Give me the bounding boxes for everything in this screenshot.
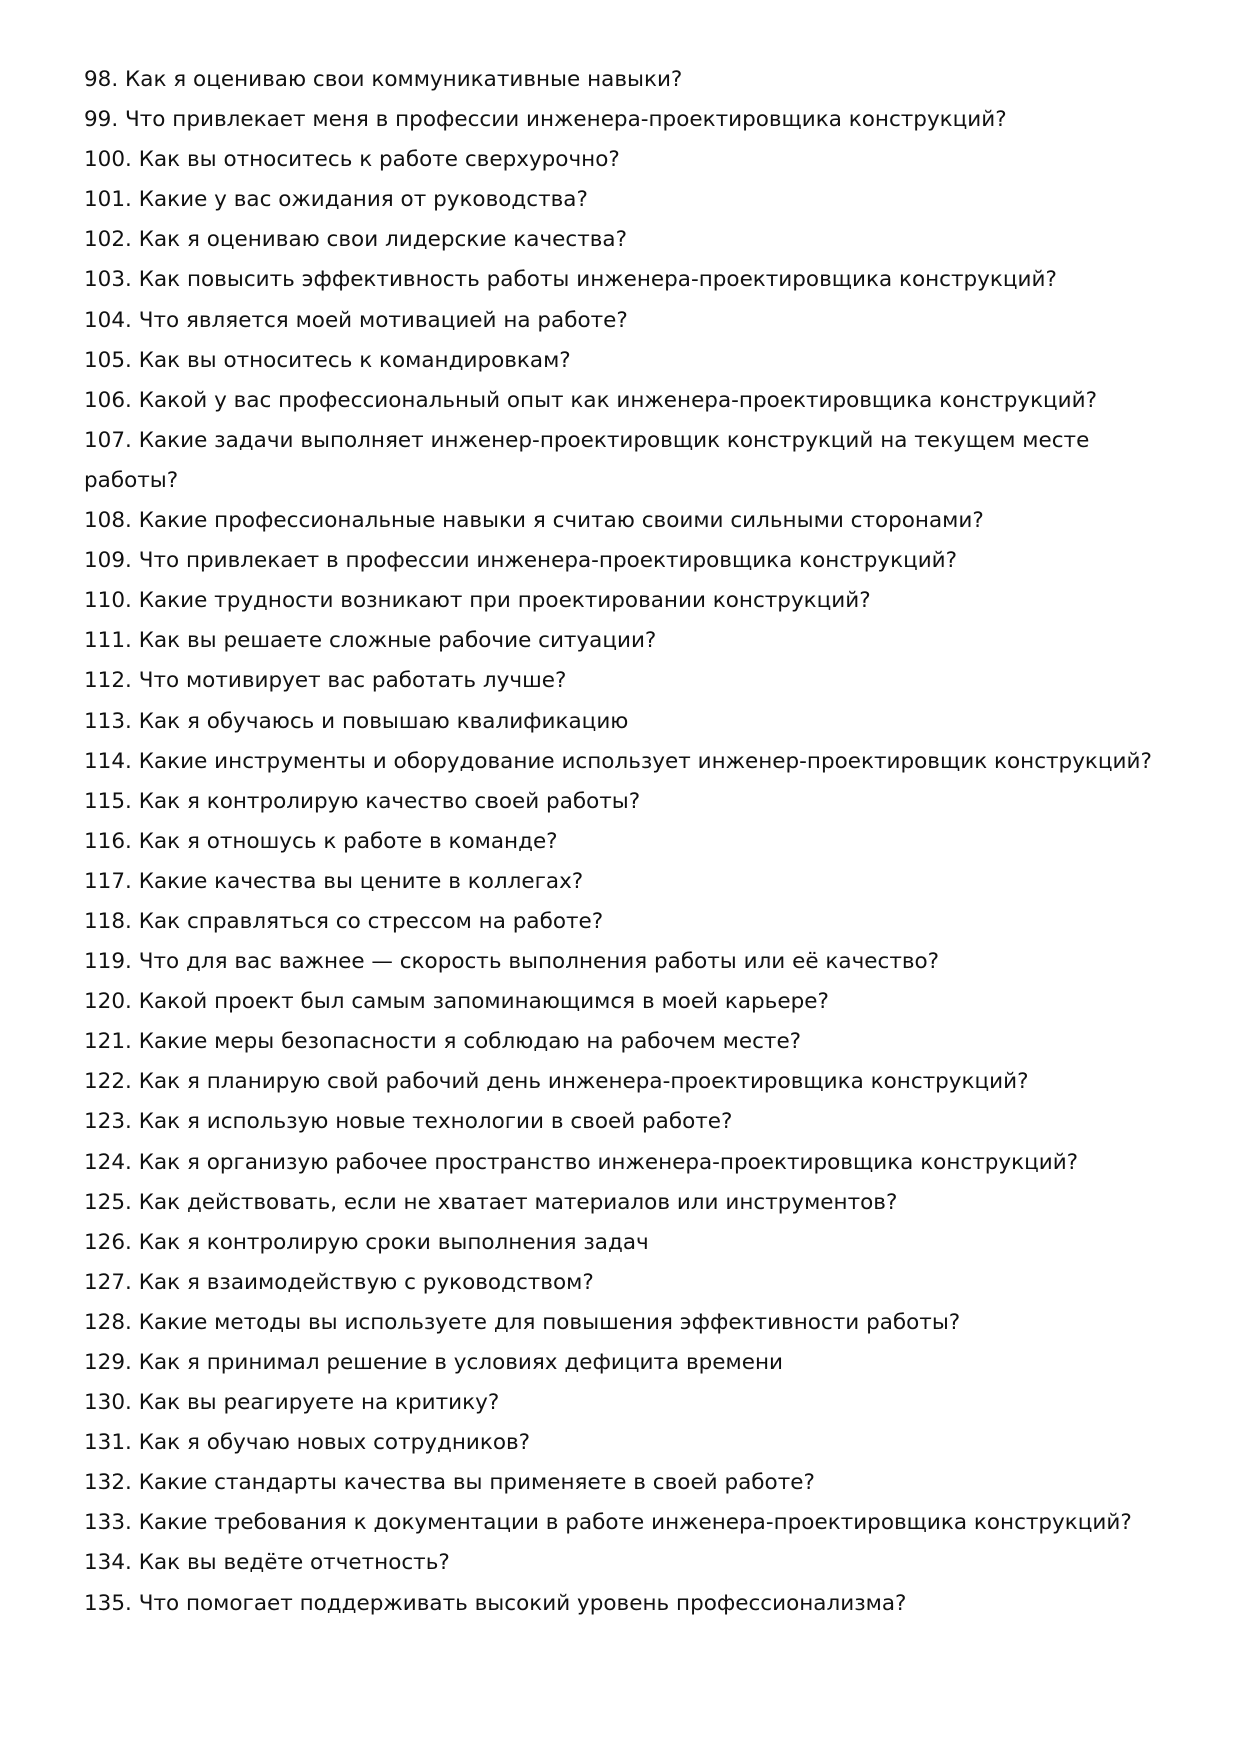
- question-item: 134. Как вы ведёте отчетность?: [84, 1550, 450, 1576]
- question-item: 119. Что для вас важнее — скорость выполнения работы или её качество?: [84, 949, 940, 975]
- question-item: 135. Что помогает поддерживать высокий уровень профессионализма?: [84, 1590, 907, 1616]
- question-item: 100. Как вы относитесь к работе сверхурочно?: [84, 147, 620, 173]
- question-list: [84, 60, 1174, 1624]
- question-item: 131. Как я обучаю новых сотрудников?: [84, 1430, 531, 1456]
- question-item: 103. Как повысить эффективность работы инженера-проектировщика конструкций?: [84, 267, 1057, 293]
- question-item: 122. Как я планирую свой рабочий день инженера-проектировщика конструкций?: [84, 1069, 1029, 1095]
- question-item: 109. Что привлекает в профессии инженера-проектировщика конструкций?: [84, 548, 958, 574]
- question-item: 120. Какой проект был самым запоминающимся в моей карьере?: [84, 989, 829, 1015]
- question-item: 102. Как я оцениваю свои лидерские качества?: [84, 227, 628, 253]
- question-item: 130. Как вы реагируете на критику?: [84, 1390, 500, 1416]
- question-item: 112. Что мотивирует вас работать лучше?: [84, 668, 567, 694]
- question-item: 104. Что является моей мотивацией на работе?: [84, 307, 628, 333]
- question-item: 101. Какие у вас ожидания от руководства?: [84, 187, 588, 213]
- question-item: 132. Какие стандарты качества вы применяете в своей работе?: [84, 1470, 815, 1496]
- question-item: 99. Что привлекает меня в профессии инженера-проектировщика конструкций?: [84, 107, 1007, 133]
- question-item: 133. Какие требования к документации в работе инженера-проектировщика конструкций?: [84, 1510, 1132, 1536]
- question-item: 111. Как вы решаете сложные рабочие ситуации?: [84, 628, 657, 654]
- question-item: 129. Как я принимал решение в условиях дефицита времени: [84, 1350, 783, 1375]
- question-item: 106. Какой у вас профессиональный опыт как инженера-проектировщика конструкций?: [84, 387, 1098, 413]
- question-item: 114. Какие инструменты и оборудование использует инженер-проектировщик конструкций?: [84, 748, 1152, 774]
- question-item: 124. Как я организую рабочее пространство инженера-проектировщика конструкций?: [84, 1149, 1079, 1175]
- question-item: 108. Какие профессиональные навыки я считаю своими сильными сторонами?: [84, 508, 984, 534]
- question-item: 128. Какие методы вы используете для повышения эффективности работы?: [84, 1309, 961, 1335]
- question-item: 115. Как я контролирую качество своей работы?: [84, 788, 641, 814]
- question-item: 107. Какие задачи выполняет инженер-проектировщик конструкций на текущем месте работы?: [84, 427, 1090, 493]
- question-item: 127. Как я взаимодействую с руководством?: [84, 1269, 594, 1295]
- question-item: 110. Какие трудности возникают при проектировании конструкций?: [84, 588, 871, 614]
- question-item: 125. Как действовать, если не хватает материалов или инструментов?: [84, 1189, 898, 1215]
- question-item: 123. Как я использую новые технологии в своей работе?: [84, 1109, 733, 1135]
- question-item: 113. Как я обучаюсь и повышаю квалификацию: [84, 708, 629, 734]
- question-item: 117. Какие качества вы цените в коллегах?: [84, 868, 584, 894]
- question-item: 118. Как справляться со стрессом на работе?: [84, 908, 604, 934]
- question-item: 98. Как я оцениваю свои коммуникативные навыки?: [84, 67, 683, 92]
- question-item: 121. Какие меры безопасности я соблюдаю на рабочем месте?: [84, 1029, 802, 1055]
- question-item: 105. Как вы относитесь к командировкам?: [84, 347, 571, 373]
- question-item: 126. Как я контролирую сроки выполнения задач: [84, 1229, 649, 1255]
- question-item: 116. Как я отношусь к работе в команде?: [84, 828, 558, 854]
